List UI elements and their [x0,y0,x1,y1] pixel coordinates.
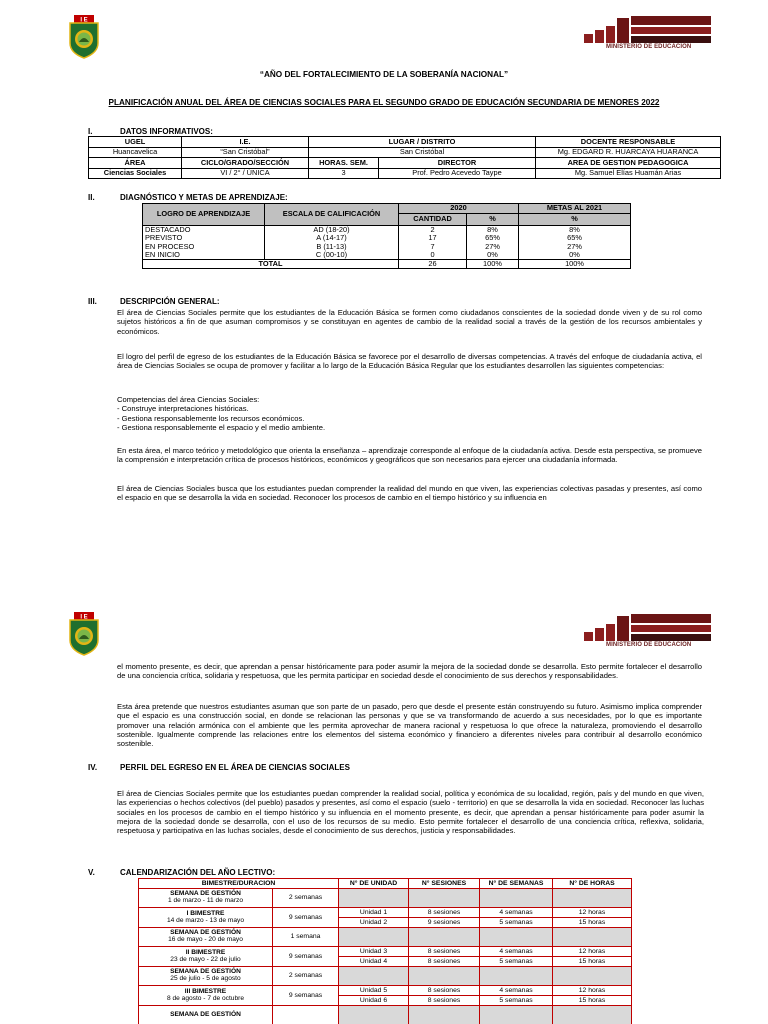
school-crest-icon [68,612,100,656]
info-header: ÁREA [89,158,182,169]
diag-header: ESCALA DE CALIFICACIÓN [265,204,399,226]
info-cell: Mg. Samuel Elías Huamán Arias [536,168,721,179]
info-cell: VI / 2° / ÚNICA [182,168,309,179]
info-cell: Mg. EDGARD R. HUARCAYA HUARANCA [536,147,721,158]
calendar-header: BIMESTRE/DURACION [139,879,339,889]
table-row: PREVISTO A (14-17) 17 65% 65% [143,234,631,242]
ministry-label: MINISTERIO DE EDUCACIÓN [606,642,692,648]
ministry-bars-icon [584,14,714,44]
crest-letters: I E [80,17,88,24]
info-cell: “San Cristóbal” [182,147,309,158]
info-header: AREA DE GESTION PEDAGOGICA [536,158,721,169]
table-row: SEMANA DE GESTIÓN [139,1006,632,1024]
diag-header: CANTIDAD [399,213,467,226]
table-total-row: TOTAL 26 100% 100% [143,260,631,269]
calendar-table [138,878,632,1024]
crest-letters: I E [80,614,88,621]
perfil-paragraph: El área de Ciencias Sociales permite que los estudiantes puedan comprender la realidad social, política y económica de su localidad, región, país y del mundo en que viven, las experiencias o hechos colectivos (del pueblo) pasados y presentes, así como el espacio (suelo - territorio) en que se desarrolla la vida en sociedad. Reconocer las luchas sociales en los procesos de cambio en el tiempo histórico y su influencia en el momento presente, es decir, que aprendan a pensar históricamente para poder asumir la mejora de la sociedad donde se desarrolla, con el uso de los recursos de su medio. Esto permite fortalecer el desarrollo de una conciencia crítica, reflexiva, solidaria, respetuosa y participativa en las luchas sociales, desde el conocimiento de sus derechos, justicia y responsabilidades. [117,789,704,835]
table-row: Unidad 4 8 sesiones 5 semanas 15 horas [139,957,632,967]
info-header: I.E. [182,137,309,148]
page-gap [0,520,768,600]
info-cell: Huancavelica [89,147,182,158]
calendar-header: N° DE SEMANAS [480,879,553,889]
table-row: I BIMESTRE 14 de marzo - 13 de mayo 9 semanas Unidad 1 8 sesiones 4 semanas 12 horas [139,908,632,918]
info-header: UGEL [89,137,182,148]
table-row: Unidad 2 9 sesiones 5 semanas 15 horas [139,918,632,928]
info-header: DOCENTE RESPONSABLE [536,137,721,148]
info-header: DIRECTOR [379,158,536,169]
ministry-label: MINISTERIO DE EDUCACIÓN [606,44,692,50]
ministry-logo [584,612,714,654]
table-row: EN INICIO C (00-10) 0 0% 0% [143,251,631,260]
table-row: II BIMESTRE 23 de mayo - 22 de julio 9 semanas Unidad 3 8 sesiones 4 semanas 12 horas [139,947,632,957]
info-header: LUGAR / DISTRITO [309,137,536,148]
info-cell: Prof. Pedro Acevedo Taype [379,168,536,179]
descripcion-paragraph-1: El área de Ciencias Sociales permite que los estudiantes de la Educación Básica se formen como ciudadanos conscientes de la sociedad donde viven y de su rol como sujetos históricos a fin de que asuman compromisos y se constituyan en agentes de cambio de la realidad social a través de la gestión de los recursos ambientales y económicos. [117,308,702,336]
competencies-list [117,395,702,432]
diag-header: METAS AL 2021 [519,204,631,214]
descripcion-paragraph-4-cont: el momento presente, es decir, que aprendan a pensar históricamente para poder asumir la mejora de la sociedad donde se desarrolla. Esto permite fortalecer el desarrollo de una conciencia crítica, solidaria y respetuosa, que les permita participar en sociedad desde el conocimiento de sus derechos y responsabilidades. [117,662,702,681]
competency-item: - Construye interpretaciones históricas. [117,404,249,414]
descripcion-paragraph-2: El logro del perfil de egreso de los estudiantes de la Educación Básica se favorece por el desarrollo de diversas competencias. A través del enfoque de ciudadanía activa, el área de Ciencias Sociales se ocupa de promover y facilitar a lo largo de la Educación Básica Regular que los estudiantes desarrollen las siguientes competencias: [117,352,702,371]
diagnostic-table [142,203,631,269]
info-cell: San Cristóbal [309,147,536,158]
table-row: III BIMESTRE 8 de agosto - 7 de octubre 9 semanas Unidad 5 8 sesiones 4 semanas 12 horas [139,986,632,996]
descripcion-paragraph-4: El área de Ciencias Sociales busca que los estudiantes puedan comprender la realidad del mundo en que viven, las experiencias colectivas pasadas y presentes, así como el espacio en que se desarrolla la vida en sociedad. Reconocer los procesos de cambio en el tiempo histórico y su influencia en [117,484,702,503]
diag-header: LOGRO DE APRENDIZAJE [143,204,265,226]
year-motto: “AÑO DEL FORTALECIMIENTO DE LA SOBERANÍA NACIONAL” [259,70,509,79]
info-cell: Ciencias Sociales [89,168,182,179]
diag-header: % [519,213,631,226]
calendar-header: N° DE HORAS [553,879,632,889]
plan-title: PLANIFICACIÓN ANUAL DEL ÁREA DE CIENCIAS SOCIALES PARA EL SEGUNDO GRADO DE EDUCACIÓN SECUNDARIA DE MENORES 2022 [108,98,660,107]
calendar-header: N° SESIONES [409,879,480,889]
info-cell: 3 [309,168,379,179]
diag-header: % [467,213,519,226]
descripcion-paragraph-5: Esta área pretende que nuestros estudiantes asuman que son parte de un pasado, pero que desde el presente están construyendo su futuro. Asimismo implica comprender que el espacio es una construcción social, en donde se relacionan las personas y que se va transformando de acuerdo a sus necesidades, por lo que es importante promover una relación armónica con el ambiente que les permita aprovechar de manera racional y respetuosa lo que ofrece la naturaleza, promoviendo el desarrollo sostenible. Igualmente comprende las relaciones entre los elementos del sistema económico y financiero a diferentes niveles para contribuir al desarrollo económico sostenible. [117,702,702,748]
info-table [88,136,721,179]
page-1: I E MINISTERIO DE EDUCACIÓN “AÑO DEL FORTALECIMIENTO DE LA SOBERANÍA NACIONAL” PLANIFICACIÓN ANUAL DEL ÁREA DE CIENCIAS SOCIALES PARA EL SEGUNDO GRADO DE EDUCACIÓN SECUNDARIA DE MENORES 2022 I. DATOS INFORMATIVOS: UGEL I.E. LUGAR / DISTRITO DOCENTE RESPONSABLE Huancavelica “San Cristóbal” San Cristóbal Mg. EDGARD R. HUARCAYA HUARANCA ÁREA CICLO/GRADO/SECCIÓN HORAS. SEM. DIRECTOR AREA DE GESTION PEDAGOGICA Ciencias Sociales VI / 2° / ÚNICA 3 Prof. Pedro Acevedo Taype Mg. Samuel Elías Huamán Arias II. DIAGNÓSTICO Y METAS DE APRENDIZAJE: LOGRO DE APRENDIZAJE ESCALA DE CALIFICACIÓN 2020 METAS AL 2021 CANTIDAD % % DESTACADO AD (18-20) 2 8% 8% PREVISTO A (14-17) 17 65% 65% EN PROCESO B (11-13) 7 27% 27% EN INICIO C (00-10) 0 0% 0% TOTAL 26 100% 100% III. DESCRIPCIÓN GENERAL: El área de Ciencias Sociales permite que los estudiantes de la Educación Básica se formen como ciudadanos conscientes de la sociedad donde viven y de su rol como sujetos históricos a fin de que asuman compromisos y se constituyan en agentes de cambio de la realidad social a través de la gestión de los recursos ambientales y económicos. El logro del perfil de egreso de los estudiantes de la Educación Básica se favorece por el desarrollo de diversas competencias. A través del enfoque de ciudadanía activa, el área de Ciencias Sociales se ocupa de promover y facilitar a lo largo de la Educación Básica Regular que los estudiantes desarrollen las siguientes competencias: Competencias del área Ciencias Sociales: - Construye interpretaciones históricas. - Gestiona responsablemente los recursos económicos. - Gestiona responsablemente el espacio y el medio ambiente. En esta área, el marco teórico y metodológico que orienta la enseñanza – aprendizaje corresponde al enfoque de la ciudadanía activa. Desde esta perspectiva, se promueve la comprensión e interpretación crítica de procesos históricos, económicos y geográficos que son necesarios para ejercer una ciudadanía informada. El área de Ciencias Sociales busca que los estudiantes puedan comprender la realidad del mundo en que viven, las experiencias colectivas pasadas y presentes, así como el espacio en que se desarrolla la vida en sociedad. Reconocer los procesos de cambio en el tiempo histórico y su influencia en [0,0,768,520]
page-2: I E MINISTERIO DE EDUCACIÓN el momento presente, es decir, que aprendan a pensar históricamente para poder asumir la mejora de la sociedad donde se desarrolla. Esto permite fortalecer el desarrollo de una conciencia crítica, solidaria y respetuosa, que les permita participar en sociedad desde el conocimiento de sus derechos y responsabilidades. Esta área pretende que nuestros estudiantes asuman que son parte de un pasado, pero que desde el presente están construyendo su futuro. Asimismo implica comprender que el espacio es una construcción social, en donde se relacionan las personas y que se va transformando de acuerdo a sus necesidades, por lo que es importante promover una relación armónica con el ambiente que les permita aprovechar de manera racional y respetuosa lo que ofrece la naturaleza, promoviendo el desarrollo sostenible. Igualmente comprende las relaciones entre los elementos del sistema económico y financiero a diferentes niveles para contribuir al desarrollo económico sostenible. IV. PERFIL DEL EGRESO EN EL ÁREA DE CIENCIAS SOCIALES El área de Ciencias Sociales permite que los estudiantes puedan comprender la realidad social, política y económica de su localidad, región, país y del mundo en que viven, las experiencias o hechos colectivos (del pueblo) pasados y presentes, así como el espacio (suelo - territorio) en que se desarrolla la vida en sociedad. Reconocer las luchas sociales en los procesos de cambio en el tiempo histórico y su influencia en el momento presente, es decir, que aprendan a pensar históricamente para poder asumir la mejora de la sociedad donde se desarrolla, con el uso de los recursos de su medio. Esto permite fortalecer el desarrollo de una conciencia crítica, reflexiva, solidaria, respetuosa y participativa en las luchas sociales, desde el conocimiento de sus derechos, justicia y responsabilidades. V. CALENDARIZACIÓN DEL AÑO LECTIVO: BIMESTRE/DURACION N° DE UNIDAD N° SESIONES N° DE SEMANAS N° DE HORAS SEMANA DE GESTIÓN 1 de marzo - 11 de marzo 2 semanas I BIMESTRE 14 de marzo - 13 de mayo 9 semanas Unidad 1 8 sesiones 4 semanas 12 horas Unidad 2 9 sesiones 5 semanas 15 horas SEMANA DE GESTIÓN 16 de mayo - 20 de mayo 1 semana II BIMESTRE 23 de mayo - 22 de julio 9 semanas Unidad 3 8 sesiones 4 semanas 12 horas Unidad 4 8 sesiones 5 semanas 15 horas SEMANA DE GESTIÓN 25 de julio - 5 de agosto 2 semanas III BIMESTRE 8 de agosto - 7 de octubre 9 semanas Unidad 5 8 sesiones 4 semanas 12 horas Unidad 6 8 sesiones 5 semanas 15 horas SEMANA DE GESTIÓN [0,600,768,1024]
table-row: DESTACADO AD (18-20) 2 8% 8% [143,226,631,235]
table-row: EN PROCESO B (11-13) 7 27% 27% [143,243,631,251]
competency-item: - Gestiona responsablemente los recursos económicos. [117,413,305,423]
info-header: CICLO/GRADO/SECCIÓN [182,158,309,169]
diag-header: 2020 [399,204,519,214]
info-header: HORAS. SEM. [309,158,379,169]
school-crest-icon [68,15,100,59]
table-row: SEMANA DE GESTIÓN 16 de mayo - 20 de mayo 1 semana [139,928,632,947]
descripcion-paragraph-3: En esta área, el marco teórico y metodológico que orienta la enseñanza – aprendizaje corresponde al enfoque de la ciudadanía activa. Desde esta perspectiva, se promueve la comprensión e interpretación crítica de procesos históricos, económicos y geográficos que son necesarios para ejercer una ciudadanía informada. [117,446,702,465]
table-row: SEMANA DE GESTIÓN 25 de julio - 5 de agosto 2 semanas [139,967,632,986]
ministry-bars-icon [584,612,714,642]
ministry-logo [584,14,714,56]
table-row: SEMANA DE GESTIÓN 1 de marzo - 11 de marzo 2 semanas [139,889,632,908]
competency-item: - Gestiona responsablemente el espacio y el medio ambiente. [117,422,326,432]
calendar-header: N° DE UNIDAD [339,879,409,889]
table-row: Unidad 6 8 sesiones 5 semanas 15 horas [139,996,632,1006]
competencies-title: Competencias del área Ciencias Sociales: [117,395,260,404]
